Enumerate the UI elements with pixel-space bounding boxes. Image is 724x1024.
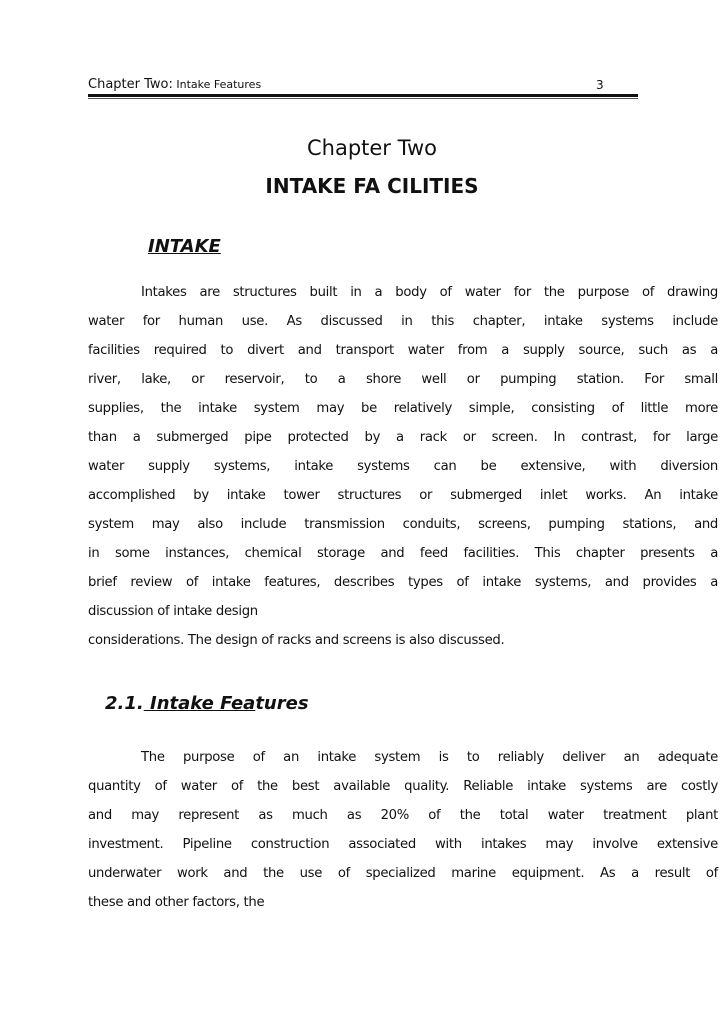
header-rule-thick: [88, 94, 638, 97]
text-line: system may also include transmission conduits, screens, pumping stations, and: [88, 517, 718, 532]
text-line: considerations. The design of racks and screens is also discussed.: [88, 633, 505, 648]
page-number: 3: [596, 78, 604, 92]
text-line: The purpose of an intake system is to reliably deliver an adequate: [141, 750, 718, 765]
subsection-heading: [105, 693, 309, 714]
header-chapter: Chapter Two:: [88, 77, 173, 92]
text-line: quantity of water of the best available quality. Reliable intake systems are costly: [88, 779, 718, 794]
paragraph-intake-features: [88, 743, 718, 917]
chapter-label: Chapter Two: [306, 136, 437, 160]
text-line: brief review of intake features, describes types of intake systems, and provides a: [88, 575, 718, 590]
text-line: facilities required to divert and transport water from a supply source, such as a: [88, 343, 718, 358]
text-line: accomplished by intake tower structures or submerged inlet works. An intake: [88, 488, 718, 503]
header-rule-thin: [88, 98, 638, 99]
text-line: supplies, the intake system may be relatively simple, consisting of little more: [88, 401, 718, 416]
section-heading: INTAKE: [148, 236, 221, 257]
text-line: and may represent as much as 20% of the total water treatment plant: [88, 808, 718, 823]
text-line: these and other factors, the: [88, 895, 265, 910]
text-line: river, lake, or reservoir, to a shore well or pumping station. For small: [88, 372, 718, 387]
text-line: underwater work and the use of specialized marine equipment. As a result of: [88, 866, 718, 881]
header-section: Intake Features: [172, 78, 262, 91]
paragraph-intake: [88, 278, 718, 655]
text-line: Intakes are structures built in a body of water for the purpose of drawing: [141, 285, 718, 300]
subsection-number: 2.1.: [105, 693, 144, 714]
subsection-title-rest: tures: [255, 693, 309, 714]
text-line: investment. Pipeline construction associated with intakes may involve extensive: [88, 837, 718, 852]
text-line: discussion of intake design: [88, 604, 258, 619]
text-line: water for human use. As discussed in this chapter, intake systems include: [88, 314, 718, 329]
chapter-title: INTAKE FA CILITIES: [265, 174, 479, 198]
running-header: [88, 77, 261, 92]
text-line: in some instances, chemical storage and feed facilities. This chapter presents a: [88, 546, 718, 561]
subsection-title-underlined: Intake Fea: [143, 693, 256, 714]
text-line: than a submerged pipe protected by a rack or screen. In contrast, for large: [88, 430, 718, 445]
text-line: water supply systems, intake systems can be extensive, with diversion: [88, 459, 718, 474]
